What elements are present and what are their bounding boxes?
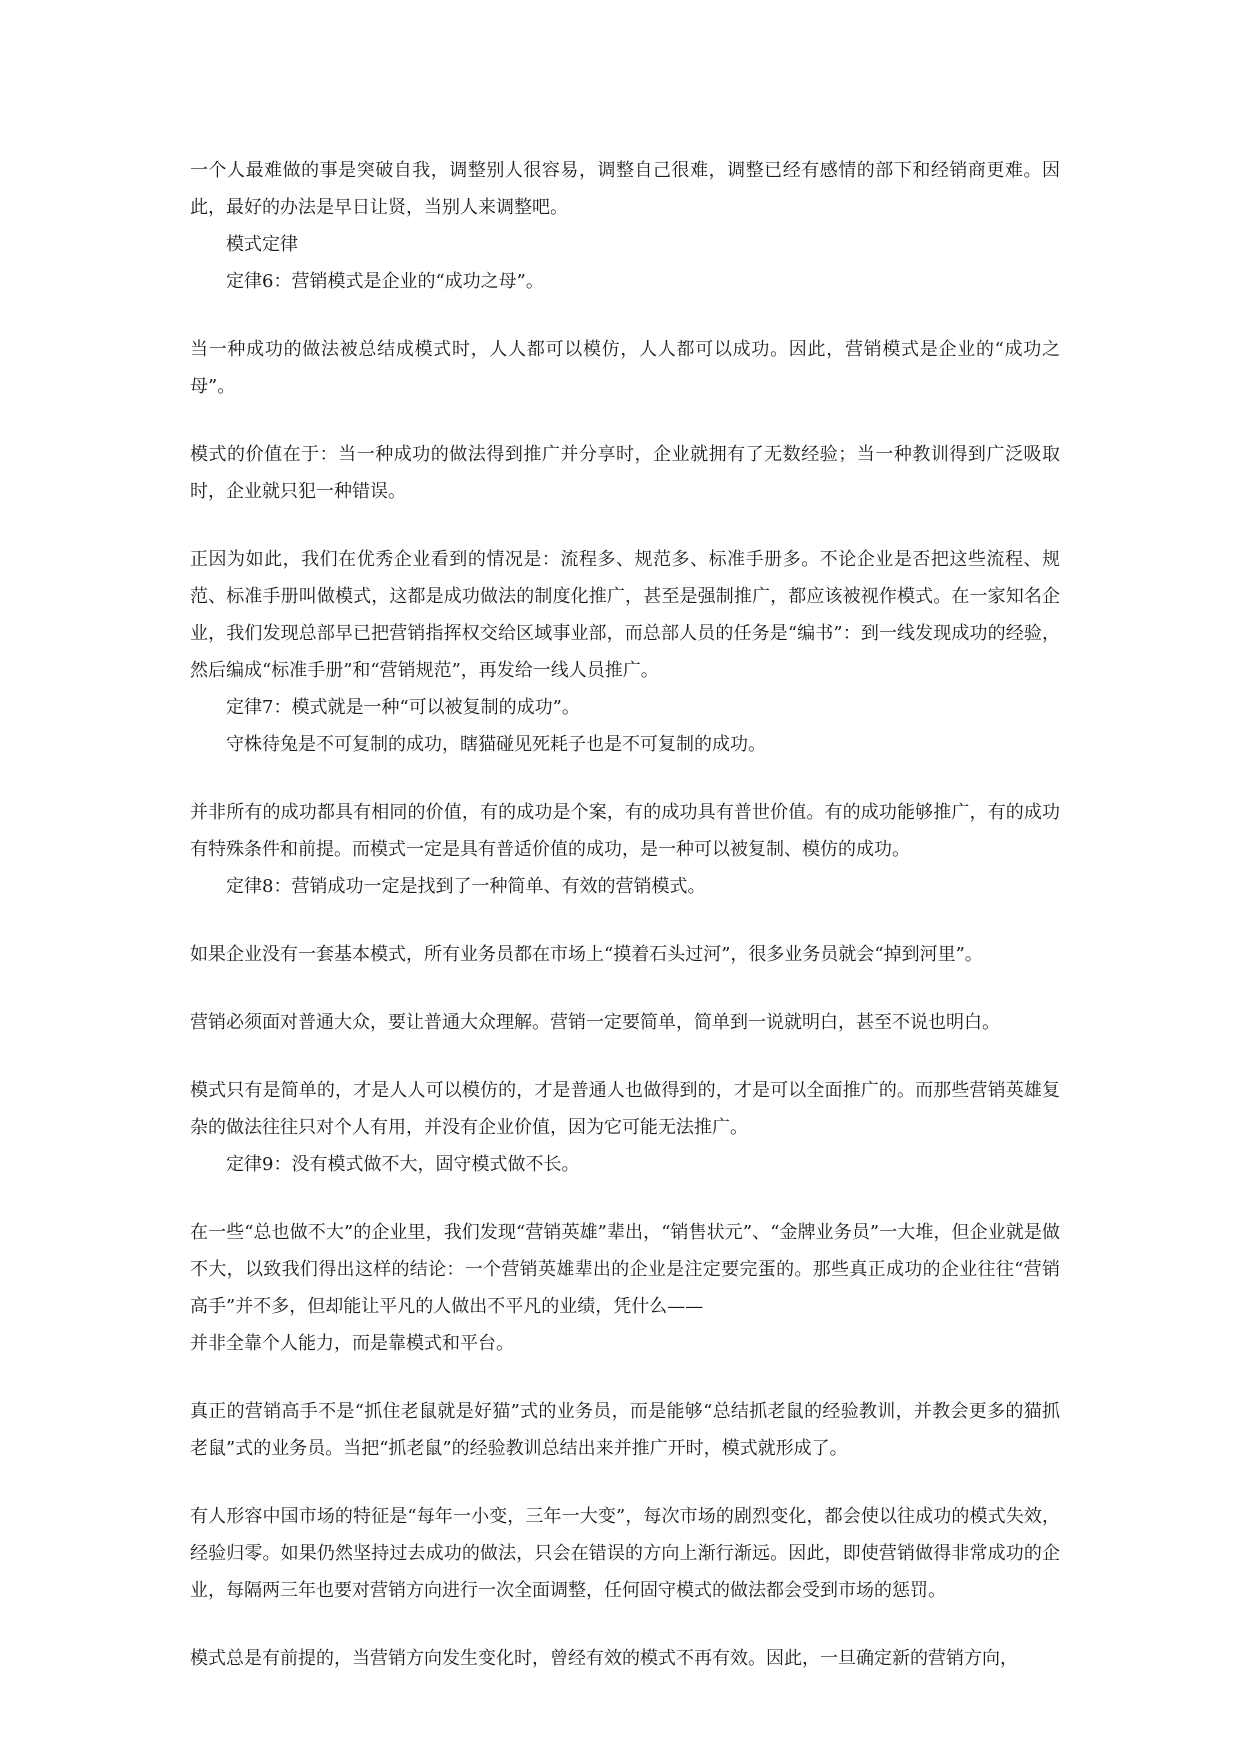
- body-paragraph: 在一些“总也做不大”的企业里，我们发现“营销英雄”辈出，“销售状元”、“金牌业务员”一大堆，但企业就是做不大，以致我们得出这样的结论：一个营销英雄辈出的企业是注定要完蛋的。那些真正成功的企业往往“营销高手”并不多，但却能让平凡的人做出不平凡的业绩，凭什么——: [190, 1222, 1060, 1317]
- paragraph-spacer: [190, 300, 1060, 331]
- paragraph-spacer: [190, 510, 1060, 541]
- body-paragraph: 如果企业没有一套基本模式，所有业务员都在市场上“摸着石头过河”，很多业务员就会“掉到河里”。: [190, 944, 983, 965]
- body-paragraph: 营销必须面对普通大众，要让普通大众理解。营销一定要简单，简单到一说就明白，甚至不说也明白。: [190, 1012, 1000, 1033]
- paragraph-spacer: [190, 763, 1060, 794]
- paragraph-spacer: [190, 1362, 1060, 1393]
- paragraph-spacer: [190, 1609, 1060, 1640]
- paragraph-spacer: [190, 1041, 1060, 1072]
- paragraph-spacer: [190, 905, 1060, 936]
- body-paragraph: 模式的价值在于：当一种成功的做法得到推广并分享时，企业就拥有了无数经验；当一种教训得到广泛吸取时，企业就只犯一种错误。: [190, 444, 1060, 502]
- indented-paragraph: 定律6：营销模式是企业的“成功之母”。: [226, 271, 544, 292]
- paragraph-spacer: [190, 973, 1060, 1004]
- body-paragraph: 真正的营销高手不是“抓住老鼠就是好猫”式的业务员，而是能够“总结抓老鼠的经验教训，并教会更多的猫抓老鼠”式的业务员。当把“抓老鼠”的经验教训总结出来并推广开时，模式就形成了。: [190, 1401, 1060, 1459]
- body-paragraph: 模式只有是简单的，才是人人可以模仿的，才是普通人也做得到的，才是可以全面推广的。而那些营销英雄复杂的做法往往只对个人有用，并没有企业价值，因为它可能无法推广。: [190, 1080, 1060, 1138]
- body-paragraph: 模式总是有前提的，当营销方向发生变化时，曾经有效的模式不再有效。因此，一旦确定新的营销方向，: [190, 1648, 1018, 1669]
- body-paragraph: 并非全靠个人能力，而是靠模式和平台。: [190, 1333, 514, 1354]
- indented-paragraph: 定律8：营销成功一定是找到了一种简单、有效的营销模式。: [226, 876, 706, 897]
- body-paragraph: 并非所有的成功都具有相同的价值，有的成功是个案，有的成功具有普世价值。有的成功能够推广，有的成功有特殊条件和前提。而模式一定是具有普适价值的成功，是一种可以被复制、模仿的成功。: [190, 802, 1060, 860]
- paragraph-spacer: [190, 1183, 1060, 1214]
- document-body: [190, 152, 1060, 1677]
- indented-paragraph: 定律7：模式就是一种“可以被复制的成功”。: [226, 697, 580, 718]
- body-paragraph: 当一种成功的做法被总结成模式时，人人都可以模仿，人人都可以成功。因此，营销模式是企业的“成功之母”。: [190, 339, 1060, 397]
- paragraph-spacer: [190, 405, 1060, 436]
- indented-paragraph: 模式定律: [226, 234, 298, 255]
- indented-paragraph: 定律9：没有模式做不大，固守模式做不长。: [226, 1154, 580, 1175]
- body-paragraph: 有人形容中国市场的特征是“每年一小变，三年一大变”，每次市场的剧烈变化，都会使以往成功的模式失效，经验归零。如果仍然坚持过去成功的做法，只会在错误的方向上渐行渐远。因此，即使营销做得非常成功的企业，每隔两三年也要对营销方向进行一次全面调整，任何固守模式的做法都会受到市场的惩罚。: [190, 1506, 1060, 1601]
- paragraph-spacer: [190, 1467, 1060, 1498]
- body-paragraph: 正因为如此，我们在优秀企业看到的情况是：流程多、规范多、标准手册多。不论企业是否把这些流程、规范、标准手册叫做模式，这都是成功做法的制度化推广，甚至是强制推广，都应该被视作模式。在一家知名企业，我们发现总部早已把营销指挥权交给区域事业部，而总部人员的任务是“编书”：到一线发现成功的经验，然后编成“标准手册”和“营销规范”，再发给一线人员推广。: [190, 549, 1060, 681]
- body-paragraph: 一个人最难做的事是突破自我，调整别人很容易，调整自己很难，调整已经有感情的部下和经销商更难。因此，最好的办法是早日让贤，当别人来调整吧。: [190, 160, 1060, 218]
- indented-paragraph: 守株待兔是不可复制的成功，瞎猫碰见死耗子也是不可复制的成功。: [226, 734, 766, 755]
